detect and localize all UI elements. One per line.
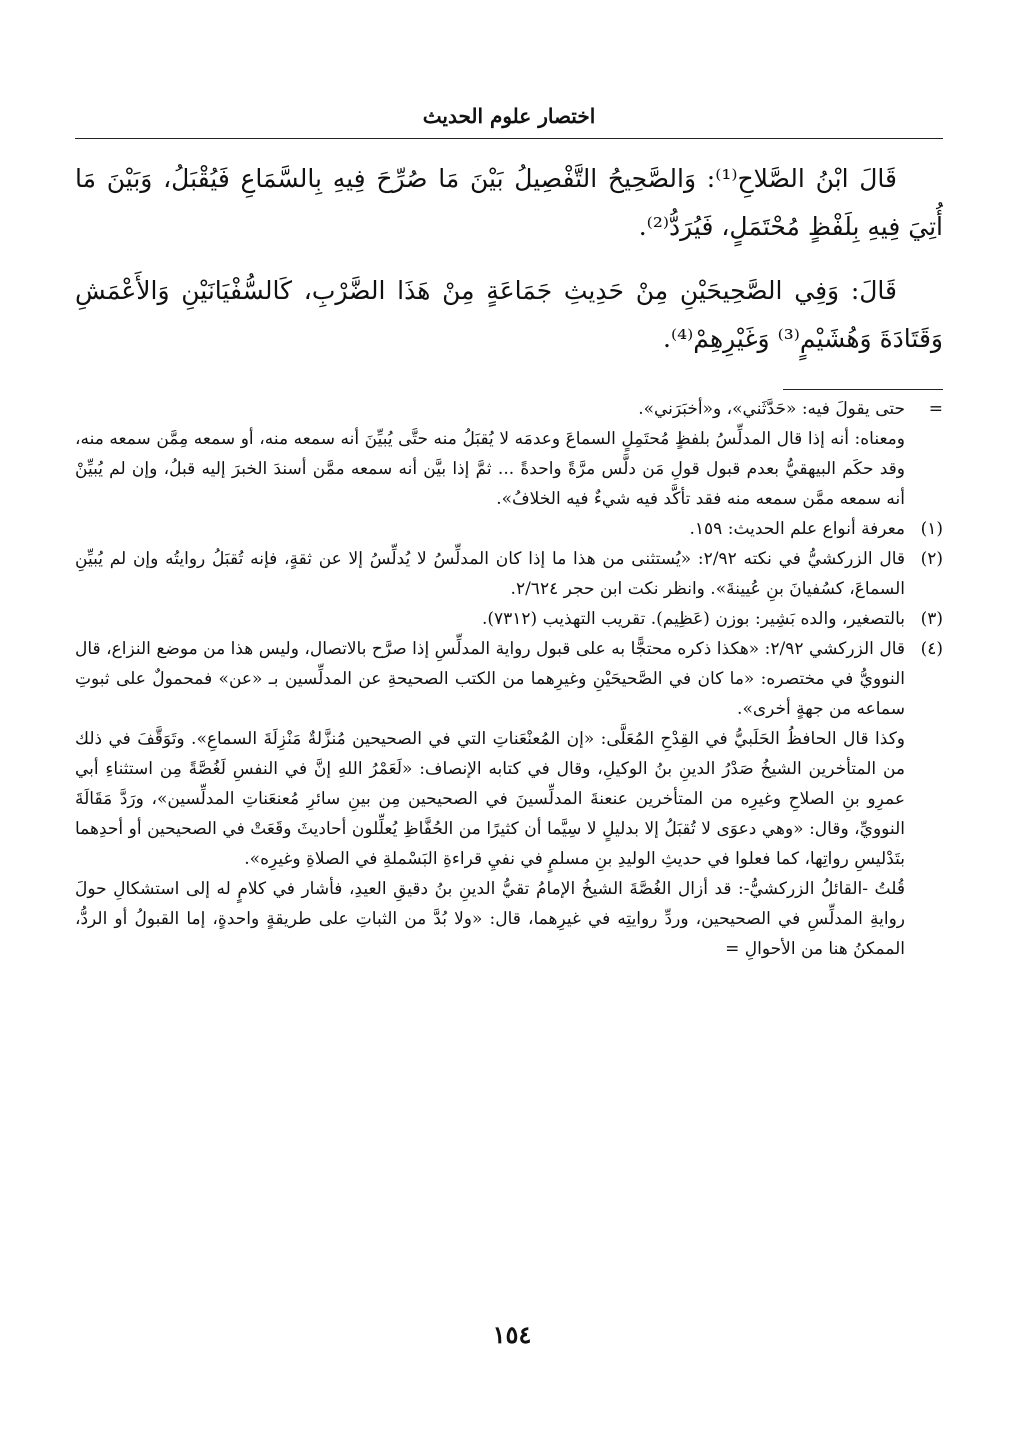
footnote-line: حتى يقولَ فيه: «حَدَّثَني»، و«أخبَرَني». — [638, 399, 905, 419]
main-paragraph: قَالَ: وَفِي الصَّحِيحَيْنِ مِنْ حَدِيثِ جَمَاعَةٍ مِنْ هَذَا الضَّرْبِ، كَالسُّفْيَانَيْنِ وَالأَعْمَشِ وَقَتَادَةَ وَهُشَيْمٍ⁽³⁾ وَغَيْرِهِمْ⁽⁴⁾. — [75, 276, 943, 353]
footnote-text: معرفة أنواع علم الحديث: ١٥٩. — [689, 519, 905, 539]
footnote-body — [75, 604, 905, 634]
footnote-text: وكذا قال الحافظُ الحَلَبيُّ في القِدْحِ المُعَلَّى: «إن المُعنْعَناتِ التي في الصحيحين مُنزَّلةٌ مَنْزِلَةَ السماعِ». وتَوَقَّفَ في ذلك من المتأخرين الشيخُ صَدْرُ الدينِ بنُ الوكيلِ، وقال في كتابه الإنصاف: «لَعَمْرُ اللهِ إنَّ في النفسِ لَغُصَّةً مِن استثناءِ أبي عمرِو بنِ الصلاحِ وغيرِه من المتأخرين عنعنةَ المدلِّسينَ في الصحيحين مِن بينِ سائرِ مُعنعَناتِ المدلِّسين»، ورَدَّ مَقَالَةَ النوويِّ، وقال: «وهي دعوَى لا تُقبَلُ إلا بدليلٍ لا سِيَّما أن كثيرًا من الحُفَّاظِ يُعلِّلون أحاديثَ وقَعَتْ في الصحيحين أو أحدِهما بتَدْليسِ رواتِها، كما فعلوا في حديثِ الوليدِ بنِ مسلمٍ في نفيِ قراءةِ البَسْملةِ في الصلاةِ وغيرِه». — [75, 729, 905, 869]
footnote-2 — [75, 544, 943, 604]
footnote-text: قُلتُ -القائلُ الزركشيُّ-: قد أزال الغُصَّةَ الشيخُ الإمامُ تقيُّ الدينِ بنُ دقيقِ العيدِ، فأشار في كلامٍ له إلى استشكالِ حولَ روايةِ المدلِّسِ في الصحيحين، وردِّ روايتِه في غيرِهما، قال: «ولا بُدَّ من الثباتِ على طريقةٍ واحدةٍ، إما القبولُ أو الردُّ، الممكنُ هنا من الأحوالِ = — [75, 879, 905, 959]
footnote-line: ومعناه: أنه إذا قال المدلِّسُ بلفظٍ مُحتَمِلٍ السماعَ وعدمَه لا يُقبَلُ منه حتَّى يُبيِّنَ أنه سمعه منه، أو سمعه مِمَّن سمعه منه، وقد حكَم البيهقيُّ بعدم قبول قولِ مَن دلَّس مرَّةً واحدةً ... ثمَّ إذا بيَّن أنه سمعه ممَّن أسندَ الخبرَ إليه قبلُ، وإن لم يُبيِّنْ أنه سمعه ممَّن سمعه منه فقد تأكَّد فيه شيءٌ فيه الخلافُ». — [75, 429, 905, 509]
footnote-continuation — [75, 394, 943, 514]
footnote-marker: (٢) — [920, 549, 943, 569]
footnote-separator — [783, 389, 943, 390]
footnote-body — [75, 634, 905, 964]
footnote-text: بالتصغير، والده بَشِير: بوزن (عَظِيم). تقريب التهذيب (٧٣١٢). — [481, 609, 905, 629]
main-paragraph: قَالَ ابْنُ الصَّلاحِ⁽¹⁾: وَالصَّحِيحُ التَّفْصِيلُ بَيْنَ مَا صُرِّحَ فِيهِ بِالسَّمَاعِ فَيُقْبَلُ، وَبَيْنَ مَا أُتِيَ فِيهِ بِلَفْظٍ مُحْتَمَلٍ، فَيُرَدُّ⁽²⁾. — [75, 164, 943, 241]
page — [75, 100, 943, 964]
footnote-body — [75, 544, 905, 604]
footnote-text: قال الزركشي ٢/٩٢: «هكذا ذكره محتجًّا به على قبول رواية المدلِّسِ إذا صرَّح بالاتصال، وليس هذا من موضع النزاع، قال النوويُّ في مختصره: «ما كان في الصَّحيحَيْنِ وغيرِهما من الكتب الصحيحةِ عن المدلِّسين بـ «عن» فمحمولٌ على ثبوتِ سماعه من جهةٍ أخرى». — [75, 639, 906, 719]
footnotes — [75, 394, 943, 964]
running-head: اختصار علوم الحديث — [75, 100, 943, 139]
footnote-marker: (١) — [920, 519, 943, 539]
footnote-body — [75, 394, 905, 514]
footnote-3 — [75, 604, 943, 634]
continuation-marker: = — [928, 399, 943, 419]
footnote-marker: (٤) — [920, 639, 943, 659]
footnote-4 — [75, 634, 943, 964]
page-number: ١٥٤ — [492, 1320, 532, 1349]
footnote-body — [75, 514, 905, 544]
footnote-marker: (٣) — [920, 609, 943, 629]
footnote-text: قال الزركشيُّ في نكته ٢/٩٢: «يُستثنى من هذا ما إذا كان المدلِّسُ لا يُدلِّسُ إلا عن ثقةٍ، فإنه تُقبَلُ روايتُه وإن لم يُبيِّنِ السماعَ، كسُفيانَ بنِ عُيينةَ». وانظر نكت ابن حجر ٢/٦٢٤. — [75, 549, 905, 599]
main-text — [75, 155, 943, 363]
footnote-1 — [75, 514, 943, 544]
